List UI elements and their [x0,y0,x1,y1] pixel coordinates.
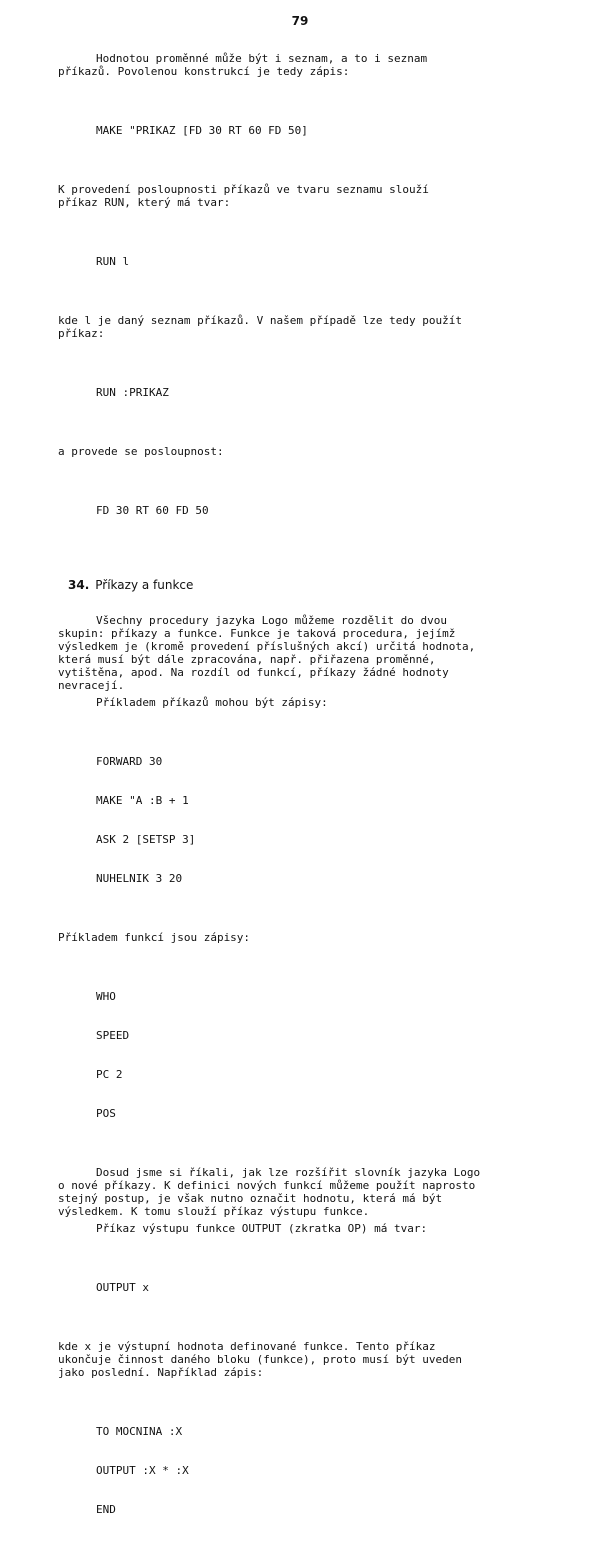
code-line: OUTPUT :X * :X [96,1464,189,1477]
code-line: PC 2 [96,1068,123,1081]
page-content [58,52,542,1562]
text-line: Všechny procedury jazyka Logo můžeme rozdělit do dvou [96,614,447,627]
text-line: Dosud jsme si říkali, jak lze rozšířit slovník jazyka Logo [96,1166,481,1179]
code-line: TO MOCNINA :X [96,1425,183,1438]
section-heading [68,579,542,592]
text-line: K provedení posloupnosti příkazů ve tvaru seznamu slouží [58,183,429,196]
text-line: kde x je výstupní hodnota definované funkce. Tento příkaz [58,1340,436,1353]
code-line: MAKE "PRIKAZ [FD 30 RT 60 FD 50] [96,124,308,137]
code-line: POS [96,1107,116,1120]
paragraph-procedures [58,614,542,692]
code-line: END [96,1503,116,1516]
text-line: Příkladem příkazů mohou být zápisy: [96,696,328,709]
code-line: WHO [96,990,116,1003]
paragraph-run-command [58,183,542,209]
text-line: stejný postup, je však nutno označit hodnotu, která má být [58,1192,443,1205]
text-line: vytištěna, apod. Na rozdíl od funkcí, příkazy žádné hodnoty [58,666,449,679]
text-line: příkazů. Povolenou konstrukcí je tedy zápis: [58,65,350,78]
code-line: NUHELNIK 3 20 [96,872,183,885]
text-line: příkaz: [58,327,105,340]
paragraph-output-explanation [58,1340,542,1379]
section-number: 34. [68,578,90,592]
code-block-output [96,1255,542,1320]
paragraph-sequence [58,445,542,458]
text-line: jako poslední. Například zápis: [58,1366,264,1379]
paragraph-command-examples [58,696,542,709]
text-line: a provede se posloupnost: [58,445,224,458]
code-line: FD 30 RT 60 FD 50 [96,504,209,517]
code-line: RUN l [96,255,130,268]
code-block-commands [96,729,542,911]
paragraph-function-examples [58,931,542,944]
text-line: Příkladem funkcí jsou zápisy: [58,931,251,944]
text-line: skupin: příkazy a funkce. Funkce je taková procedura, jejímž [58,627,456,640]
code-line: ASK 2 [SETSP 3] [96,833,196,846]
code-line: MAKE "A :B + 1 [96,794,189,807]
paragraph-output-command [58,1222,542,1235]
text-line: výsledkem. K tomu slouží příkaz výstupu funkce. [58,1205,370,1218]
code-block-sequence [96,478,542,543]
text-line: kde l je daný seznam příkazů. V našem případě lze tedy použít [58,314,462,327]
text-line: ukončuje činnost daného bloku (funkce), proto musí být uveden [58,1353,462,1366]
code-line: FORWARD 30 [96,755,163,768]
code-line: RUN :PRIKAZ [96,386,169,399]
code-block-run [96,229,542,294]
text-line: výsledkem je (kromě provedení příslušných akcí) určitá hodnota, [58,640,476,653]
paragraph-variable-list [58,52,542,78]
code-line: SPEED [96,1029,130,1042]
page-number: 79 [291,14,309,28]
code-block-functions [96,964,542,1146]
paragraph-new-functions [58,1166,542,1218]
code-block-mocnina [96,1399,542,1542]
text-line: nevracejí. [58,679,125,692]
text-line: o nové příkazy. K definici nových funkcí můžeme použít naprosto [58,1179,476,1192]
text-line: Hodnotou proměnné může být i seznam, a to i seznam [96,52,428,65]
text-line: příkaz RUN, který má tvar: [58,196,231,209]
code-line: OUTPUT x [96,1281,149,1294]
code-block-run-prikaz [96,360,542,425]
text-line: Příkaz výstupu funkce OUTPUT (zkratka OP) má tvar: [96,1222,428,1235]
paragraph-run-explanation [58,314,542,340]
code-block-make [96,98,542,163]
section-title: Příkazy a funkce [95,578,194,592]
text-line: která musí být dále zpracována, např. přiřazena proměnné, [58,653,436,666]
